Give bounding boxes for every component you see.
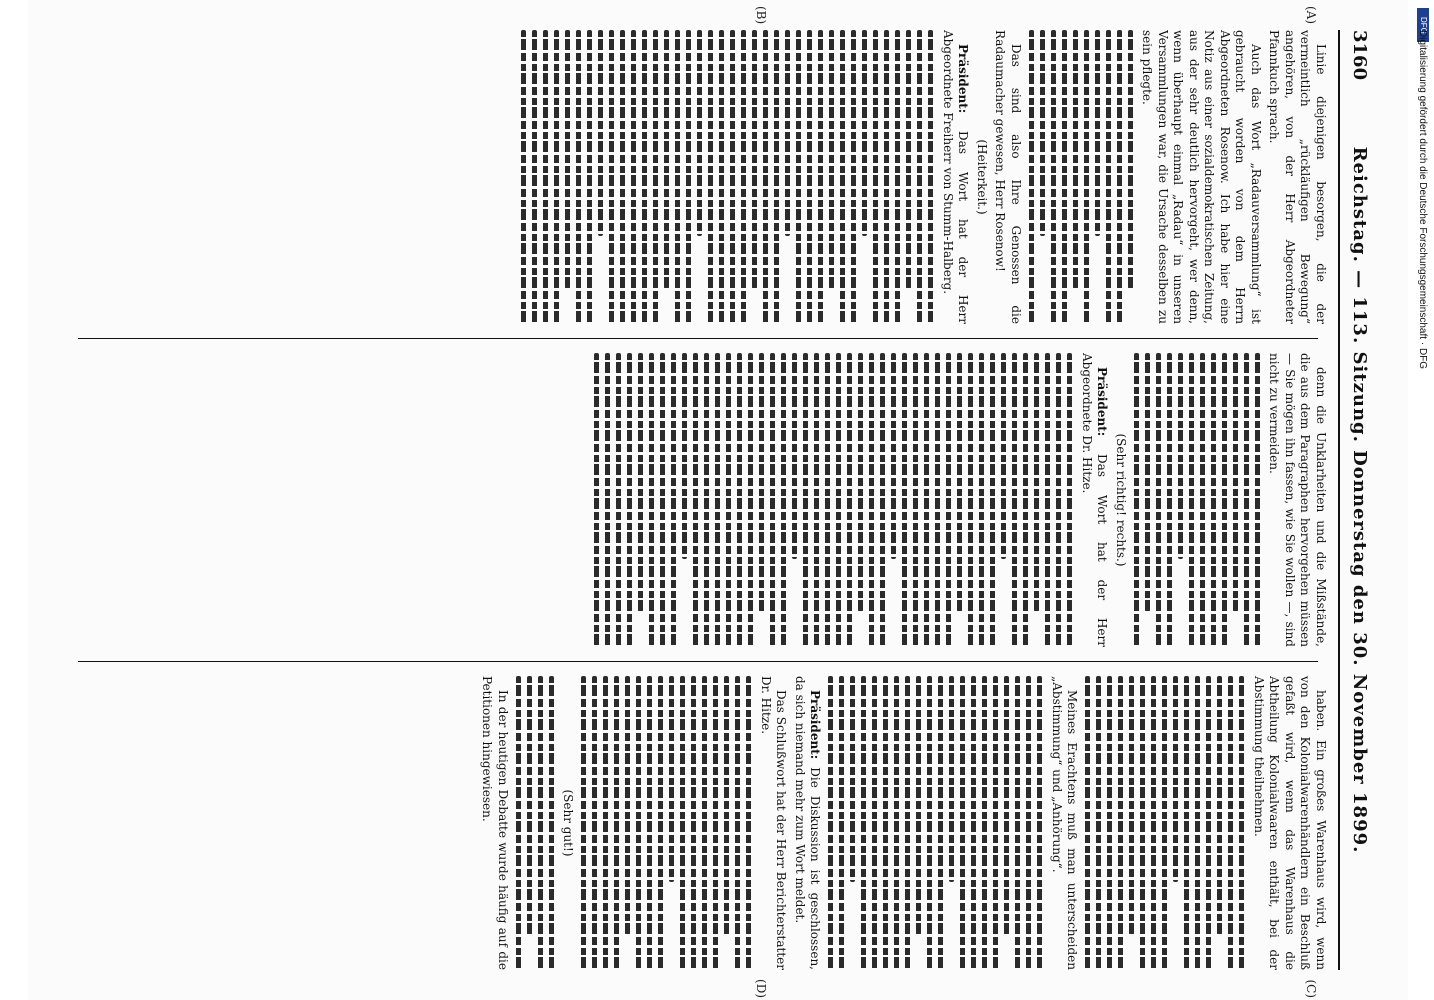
speaker-line xyxy=(1079,353,1110,647)
column-center xyxy=(68,353,1328,647)
paragraph: In der heutigen Debatte wurde häufig auf die Petitionen hingewiesen. xyxy=(480,676,510,970)
dfg-logo: DFG xyxy=(1417,8,1429,42)
text-lines xyxy=(829,676,1043,970)
text-lines xyxy=(516,676,554,970)
digitization-credit xyxy=(1414,30,1428,970)
digitization-credit-text: Digitalisierung gefördert durch die Deutsche Forschungsgemeinschaft · DFG xyxy=(1417,30,1428,370)
column-rule xyxy=(78,338,1318,339)
speaker-text: Die Diskussion ist geschlossen, da sich niemand mehr zum Wort meldet. xyxy=(793,676,823,970)
speaker-text: Das Wort hat der Herr Abgeordnete Freiherr von Stumm-Halberg. xyxy=(941,30,971,324)
paragraph: Das Schlußwort hat der Herr Berichterstatter Dr. Hitze. xyxy=(759,676,789,970)
interjection: (Heiterkeit.) xyxy=(975,139,989,215)
column-right xyxy=(68,676,1328,970)
column-left xyxy=(68,30,1328,324)
scanned-page xyxy=(28,0,1408,1000)
speaker-line xyxy=(792,676,823,970)
paragraph: Meines Erachtens muß man unterscheiden „Abstimmung“ und „Anhörung“. xyxy=(1050,676,1080,970)
page-content xyxy=(28,0,1408,1000)
margin-mark-d: (D) xyxy=(754,979,768,998)
text-lines xyxy=(595,353,1073,647)
paragraph: Das sind also Ihre Genossen die Radaumacher gewesen, Herr Rosenow! xyxy=(993,30,1023,324)
text-lines xyxy=(1134,353,1260,647)
text-lines xyxy=(582,676,752,970)
text-lines xyxy=(522,30,934,324)
paragraph: denn die Unklarheiten und die Mißstände, die aus dem Paragraphen hervorgehen müssen — Sie mögen ihn fassen, wie Sie wollen —, sind nicht zu vermeiden. xyxy=(1267,353,1328,647)
margin-mark-a: (A) xyxy=(1304,6,1318,25)
page-header xyxy=(1338,30,1378,970)
margin-mark-b: (B) xyxy=(754,6,768,25)
header-rule xyxy=(1338,30,1340,970)
page-number: 3160 xyxy=(1349,30,1370,81)
paragraph: Linie diejenigen besorgen, die der vermeintlich „rückläufigen Bewegung“ angehören, von der Herr Abgeordneter Pfannkuch sprach. xyxy=(1267,30,1328,324)
column-rule xyxy=(78,661,1318,662)
interjection: (Sehr gut!) xyxy=(561,789,576,857)
text-lines xyxy=(1086,676,1245,970)
speaker-text: Das Wort hat der Herr Abgeordnete Dr. Hitze. xyxy=(1080,353,1110,647)
paragraph: haben. Ein großes Warenhaus wird, wenn von den Kolonialwarenhändlern ein Beschluß gefaßt wird, wenn das Warenhaus die Abtheilung Kolonialwaaren enthält, bei der Abstimmung theilnehmen. xyxy=(1252,676,1328,970)
margin-mark-c: (C) xyxy=(1304,979,1318,998)
text-lines xyxy=(1029,30,1133,324)
speaker-line xyxy=(940,30,971,324)
interjection: (Sehr richtig! rechts.) xyxy=(1114,433,1128,567)
speaker-label: Präsident: xyxy=(808,690,823,760)
running-title: Reichstag. — 113. Sitzung. Donnerstag den 30. November 1899. xyxy=(1349,146,1370,854)
speaker-label: Präsident: xyxy=(1095,367,1110,437)
speaker-label: Präsident: xyxy=(956,44,971,114)
text-columns xyxy=(68,30,1328,970)
paragraph: Auch das Wort „Radauversammlung“ ist gebraucht worden von dem Herrn Abgeordneten Rosenow. Ich habe hier eine Notiz aus einer sozialdemokratischen Zeitung, aus der sehr deutlich hervorgeht, wer denn, wenn überhaupt einmal „Radau“ in unseren Versammlungen war, die Ursache desselben zu sein pflegte. xyxy=(1140,30,1263,324)
